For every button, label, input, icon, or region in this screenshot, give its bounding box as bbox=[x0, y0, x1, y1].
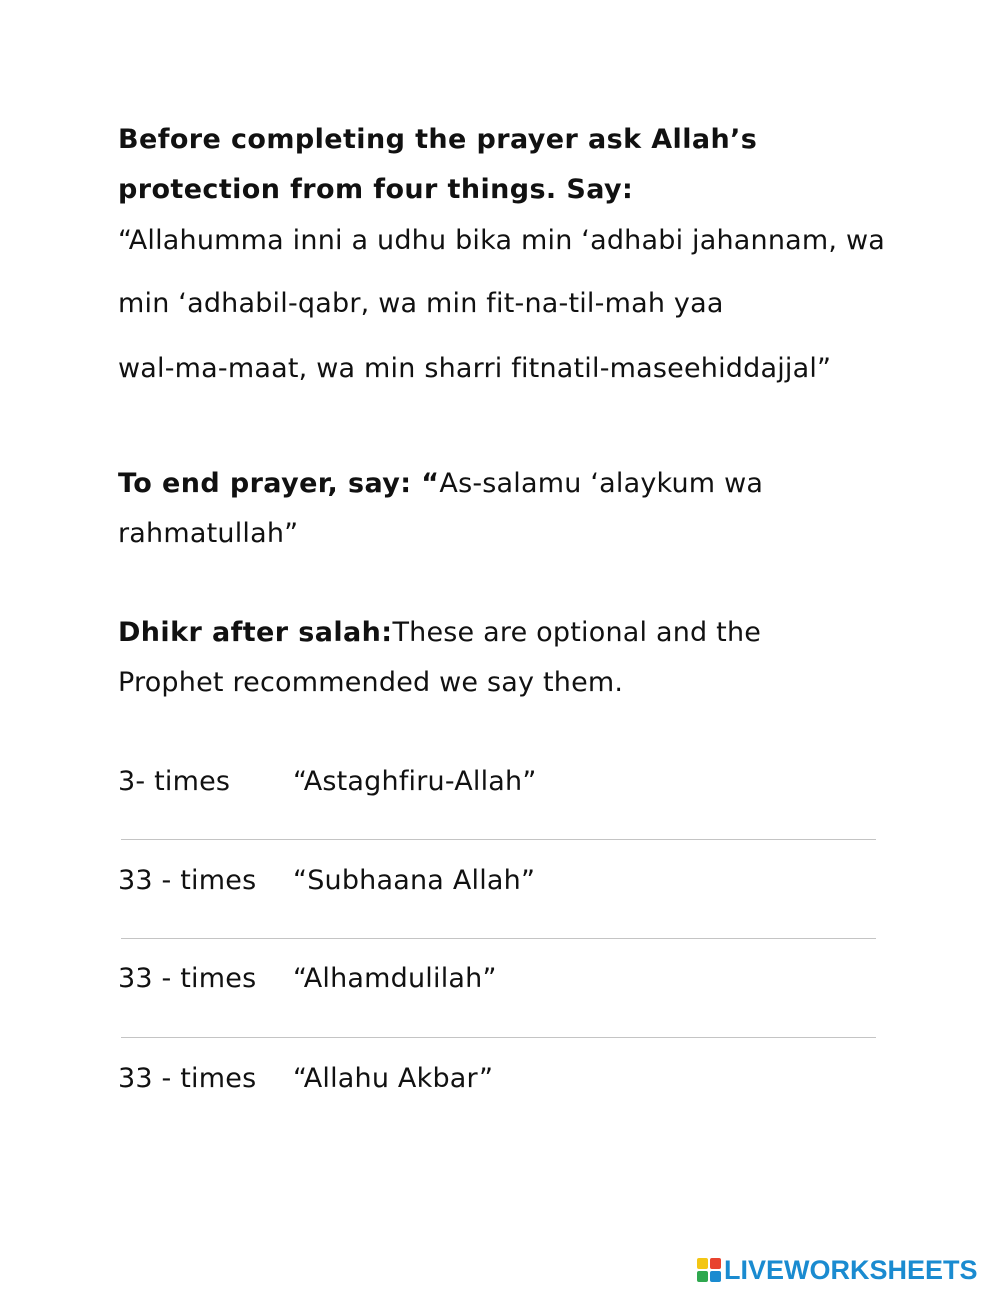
protection-dua-line3: wal-ma-maat, wa min sharri fitnatil-maseehiddajjal” bbox=[118, 353, 832, 384]
dhikr-item bbox=[118, 765, 537, 799]
answer-line bbox=[121, 938, 876, 939]
logo-square bbox=[697, 1258, 708, 1269]
dhikr-intro-line1 bbox=[118, 616, 761, 650]
dhikr-count: 3- times bbox=[118, 766, 231, 797]
end-prayer-line1 bbox=[118, 467, 763, 501]
end-prayer-label: To end prayer, say: “ bbox=[118, 468, 440, 499]
answer-line bbox=[121, 839, 876, 840]
dhikr-item bbox=[118, 864, 535, 898]
dhikr-count: 33 - times bbox=[118, 1063, 257, 1094]
dhikr-label: Dhikr after salah: bbox=[118, 617, 393, 648]
dhikr-phrase: “Subhaana Allah” bbox=[293, 865, 536, 896]
dhikr-phrase: “Alhamdulilah” bbox=[293, 963, 497, 994]
dhikr-count: 33 - times bbox=[118, 865, 257, 896]
dhikr-count: 33 - times bbox=[118, 963, 257, 994]
dhikr-phrase: “Astaghfiru-Allah” bbox=[293, 766, 537, 797]
protection-dua-line1: “Allahumma inni a udhu bika min ‘adhabi jahannam, wa bbox=[118, 225, 886, 256]
protection-dua-line2: min ‘adhabil-qabr, wa min fit-na-til-mah yaa bbox=[118, 288, 724, 319]
dhikr-intro-line2: Prophet recommended we say them. bbox=[118, 667, 624, 698]
logo-square bbox=[697, 1271, 708, 1282]
dhikr-phrase: “Allahu Akbar” bbox=[293, 1063, 494, 1094]
dhikr-intro-text: These are optional and the bbox=[392, 617, 762, 648]
logo-square bbox=[710, 1271, 721, 1282]
liveworksheets-logo bbox=[697, 1254, 978, 1286]
protection-heading-line1: Before completing the prayer ask Allah’s bbox=[118, 124, 758, 155]
logo-text: LIVEWORKSHEETS bbox=[724, 1254, 978, 1285]
answer-line bbox=[121, 1037, 876, 1038]
dhikr-item bbox=[118, 962, 497, 996]
logo-square bbox=[710, 1258, 721, 1269]
liveworksheets-logo-icon bbox=[697, 1258, 721, 1282]
dhikr-item bbox=[118, 1062, 493, 1096]
protection-heading-line2: protection from four things. Say: bbox=[118, 174, 634, 205]
end-prayer-phrase-part1: As-salamu ‘alaykum wa bbox=[439, 468, 764, 499]
end-prayer-phrase-part2: rahmatullah” bbox=[118, 518, 299, 549]
